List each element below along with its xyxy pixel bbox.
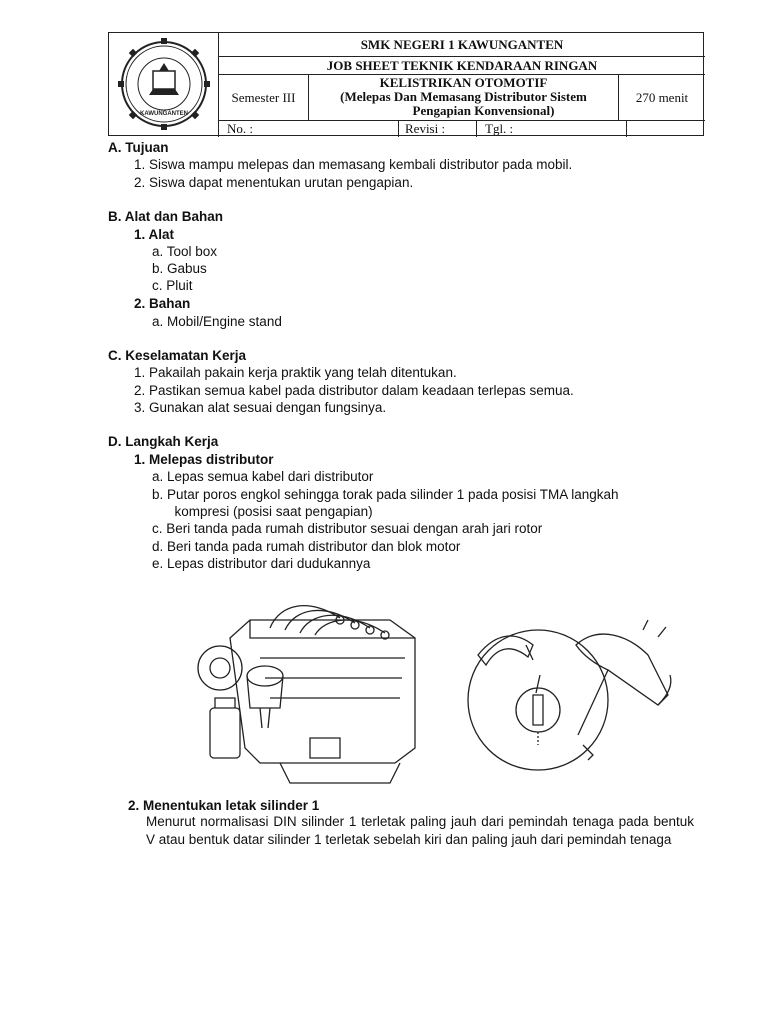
list-item: a. Lepas semua kabel dari distributor (152, 469, 374, 484)
list-item: b. Gabus (152, 261, 207, 276)
list-item: 2. Siswa dapat menentukan urutan pengapian. (134, 175, 414, 190)
program-name: JOB SHEET TEKNIK KENDARAAN RINGAN (219, 57, 705, 75)
subheading-bahan: 2. Bahan (134, 296, 191, 311)
semester: Semester III (219, 75, 309, 121)
distributor-illustration (458, 615, 688, 775)
school-logo (109, 33, 219, 137)
subheading-letak-silinder: 2. Menentukan letak silinder 1 (128, 798, 320, 813)
job-title (309, 75, 619, 121)
list-item: 1. Siswa mampu melepas dan memasang kembali distributor pada mobil. (134, 157, 573, 172)
list-item: c. Beri tanda pada rumah distributor sesuai dengan arah jari rotor (152, 521, 543, 536)
title-line-2: (Melepas Dan Memasang Distributor Sistem (340, 89, 587, 104)
header-table (108, 32, 704, 136)
list-item: 3. Gunakan alat sesuai dengan fungsinya. (134, 400, 387, 415)
date-field: Tgl. : (477, 121, 627, 137)
svg-text:KAWUNGANTEN: KAWUNGANTEN (140, 111, 188, 117)
subheading-melepas: 1. Melepas distributor (134, 452, 274, 467)
section-b-heading: B. Alat dan Bahan (108, 209, 224, 224)
list-item: 1. Pakailah pakain kerja praktik yang telah ditentukan. (134, 365, 457, 380)
section-c-heading: C. Keselamatan Kerja (108, 348, 247, 363)
section-d-heading: D. Langkah Kerja (108, 434, 219, 449)
list-item: a. Mobil/Engine stand (152, 314, 282, 329)
school-name: SMK NEGERI 1 KAWUNGANTEN (219, 33, 705, 57)
subheading-alat: 1. Alat (134, 227, 175, 242)
list-item: 2. Pastikan semua kabel pada distributor dalam keadaan terlepas semua. (134, 383, 574, 398)
engine-illustration (190, 598, 430, 793)
title-line-3: Pengapian Konvensional) (412, 103, 555, 118)
list-item: d. Beri tanda pada rumah distributor dan blok motor (152, 539, 461, 554)
list-item: a. Tool box (152, 244, 218, 259)
duration: 270 menit (619, 75, 705, 121)
revision-field: Revisi : (399, 121, 477, 137)
blank-cell (627, 121, 705, 137)
title-line-1: KELISTRIKAN OTOMOTIF (379, 75, 548, 90)
list-item: c. Pluit (152, 278, 193, 293)
paragraph-din: Menurut normalisasi DIN silinder 1 terletak paling jauh dari pemindah tenaga pada bentuk V atau bentuk datar silinder 1 terletak sebelah kiri dan paling jauh dari pemindah tenaga (146, 814, 694, 847)
list-item: kompresi (posisi saat pengapian) (152, 504, 373, 519)
list-item: e. Lepas distributor dari dudukannya (152, 556, 371, 571)
number-field: No. : (219, 121, 399, 137)
section-a-heading: A. Tujuan (108, 140, 169, 155)
list-item: b. Putar poros engkol sehingga torak pada silinder 1 pada posisi TMA langkah (152, 487, 619, 502)
